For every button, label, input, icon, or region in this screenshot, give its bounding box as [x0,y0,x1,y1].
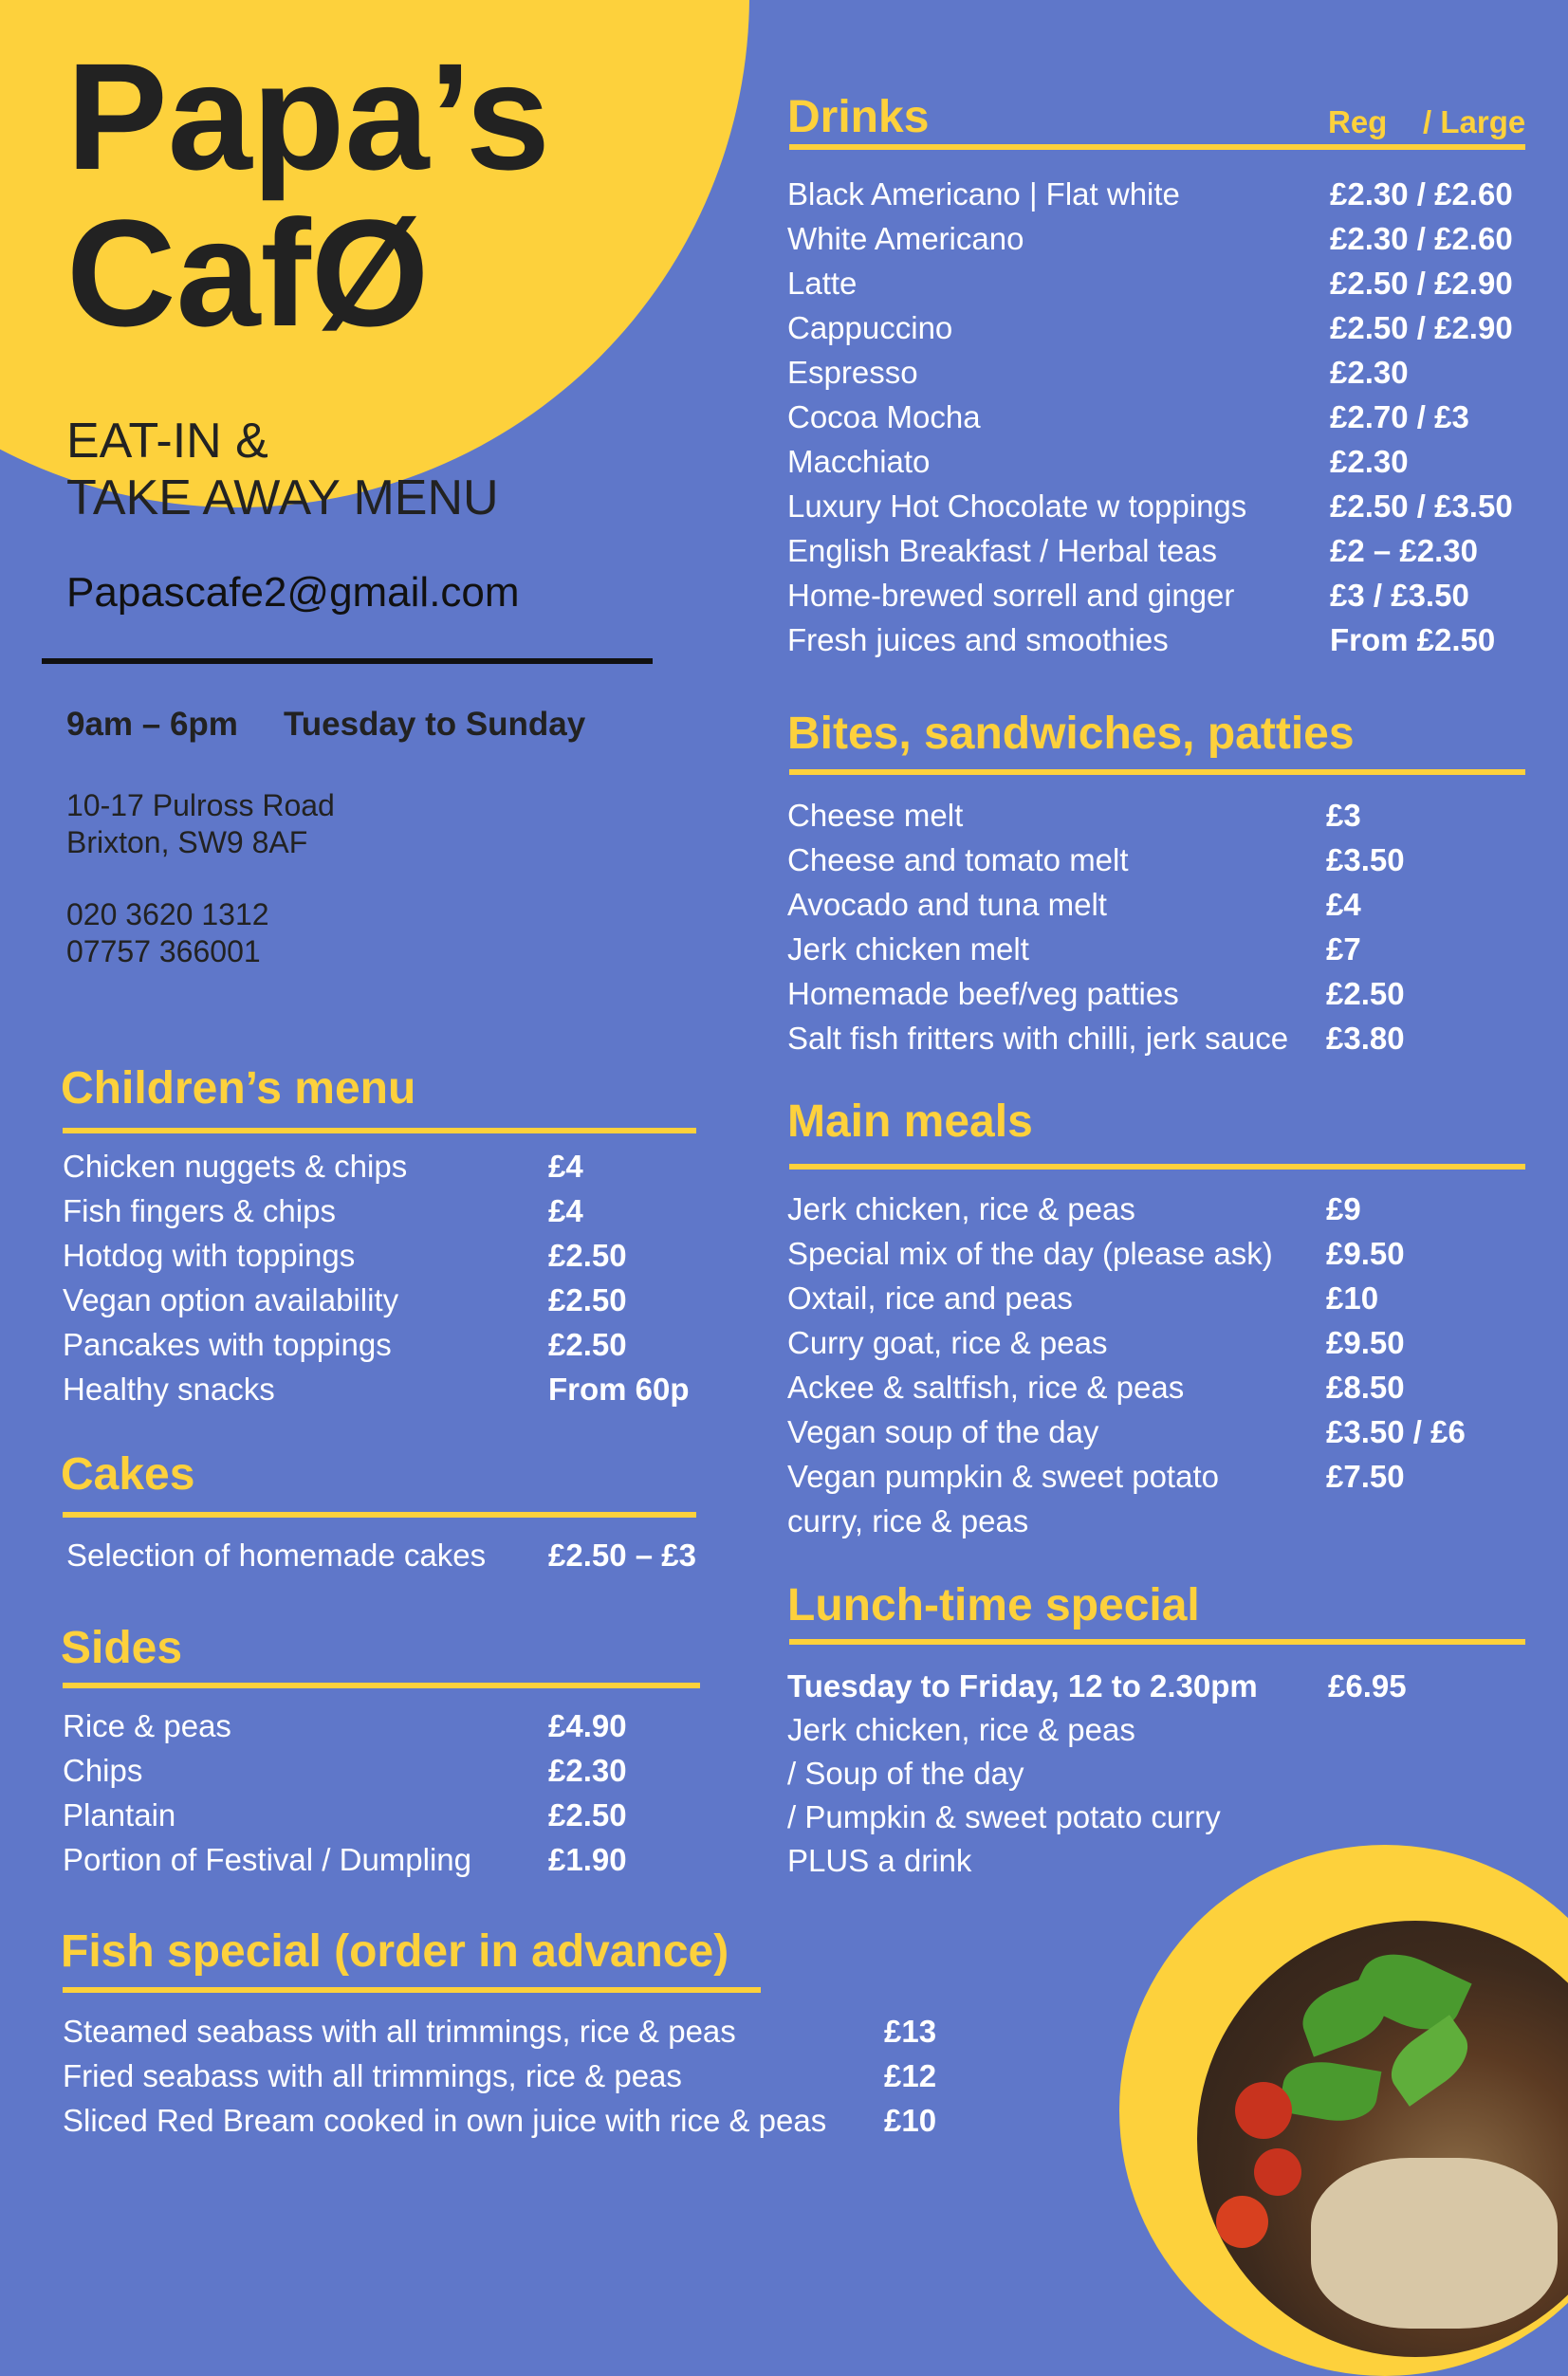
list-item [787,621,1537,666]
item-name: White Americano [787,221,1024,256]
item-price: £2.50 [548,1797,627,1833]
item-name: Ackee & saltfish, rice & peas [787,1370,1185,1405]
list-item [787,532,1537,577]
drinks-col-reg: Reg [1328,104,1388,139]
item-price: £7 [1326,931,1361,967]
lunch-days-row [787,1667,1537,1712]
item-name: Latte [787,266,858,301]
phone-numbers [66,896,269,970]
mains-title: Main meals [787,1096,1033,1147]
list-item [63,2013,973,2057]
list-item [787,1458,1537,1502]
item-name: Avocado and tuna melt [787,887,1107,922]
item-name: Jerk chicken, rice & peas [787,1191,1135,1226]
item-name: Fresh juices and smoothies [787,622,1169,657]
bites-rule [789,769,1525,775]
hours-days: Tuesday to Sunday [283,706,586,743]
item-name: Chips [63,1753,143,1788]
item-price: £3.50 [1326,842,1405,877]
item-name: Fried seabass with all trimmings, rice & peas [63,2058,682,2093]
fish-title: Fish special (order in advance) [61,1926,729,1977]
list-item [787,1502,1537,1547]
item-price: £2.50 [548,1327,627,1362]
item-price: £2.30 [548,1753,627,1788]
title-line-2: CafØ [66,188,430,358]
sides-rule [63,1683,700,1688]
list-item [787,1190,1537,1235]
email-address: Papascafe2@gmail.com [66,569,520,616]
item-name: Rice & peas [63,1708,231,1743]
list-item [787,309,1537,354]
item-name: Vegan soup of the day [787,1414,1099,1449]
item-price: £4 [548,1149,583,1184]
item-price: £12 [884,2058,937,2093]
subtitle-line-1: EAT-IN & [66,414,268,469]
item-name: Fish fingers & chips [63,1193,336,1228]
item-price: £3.80 [1326,1021,1405,1056]
list-item [63,1707,708,1752]
item-name: Selection of homemade cakes [66,1538,487,1573]
lunch-line: / Soup of the day [787,1756,1024,1791]
item-name: Steamed seabass with all trimmings, rice & peas [63,2014,736,2049]
list-item [63,2102,973,2146]
item-name: Healthy snacks [63,1372,275,1407]
header-divider [42,658,653,664]
list-item [63,1752,708,1796]
item-name: Vegan option availability [63,1282,399,1317]
salad-leaf [1379,2015,1479,2107]
drinks-col-large: / Large [1423,104,1526,139]
item-name: Cheese melt [787,798,964,833]
item-price: £2.70 / £3 [1330,399,1469,434]
item-price: £10 [884,2103,937,2138]
lunch-price: £6.95 [1328,1668,1407,1704]
list-item [787,1798,1537,1843]
list-item [63,1326,708,1371]
list-item [63,1371,708,1415]
address-line-1: 10-17 Pulross Road [66,788,335,822]
item-price: £9 [1326,1191,1361,1226]
children-title: Children’s menu [61,1063,416,1114]
item-name: Luxury Hot Chocolate w toppings [787,488,1247,524]
list-item [787,1020,1537,1064]
item-name: Cheese and tomato melt [787,842,1129,877]
list-item [787,930,1537,975]
item-price: £3.50 / £6 [1326,1414,1466,1449]
list-item [787,1711,1537,1756]
item-price: £2.50 / £2.90 [1330,266,1513,301]
list-item [787,354,1537,398]
item-price: £2.30 [1330,444,1409,479]
list-item [787,1413,1537,1458]
subtitle-line-2: TAKE AWAY MENU [66,470,499,525]
item-price: £2.50 [1326,976,1405,1011]
salad-leaf [1279,2055,1382,2127]
list-item [787,577,1537,621]
item-name: Macchiato [787,444,931,479]
mains-rule [789,1164,1525,1170]
list-item [787,886,1537,930]
item-name: Home-brewed sorrell and ginger [787,578,1235,613]
list-item [63,1841,708,1886]
sides-title: Sides [61,1623,183,1673]
item-name: Salt fish fritters with chilli, jerk sauce [787,1021,1289,1056]
item-price: £3 / £3.50 [1330,578,1469,613]
list-item [787,443,1537,488]
item-price: £2.50 [548,1238,627,1273]
item-price: £3 [1326,798,1361,833]
item-price: £9.50 [1326,1325,1405,1360]
item-price: £8.50 [1326,1370,1405,1405]
item-name: Cocoa Mocha [787,399,981,434]
item-name: Oxtail, rice and peas [787,1280,1073,1316]
item-name: Special mix of the day (please ask) [787,1236,1273,1271]
item-price: £4.90 [548,1708,627,1743]
fish-rule [63,1987,761,1993]
list-item [63,1281,708,1326]
list-item [787,220,1537,265]
item-name: Chicken nuggets & chips [63,1149,408,1184]
list-item [787,265,1537,309]
list-item [787,1369,1537,1413]
lunch-line: PLUS a drink [787,1843,972,1878]
menu-subtitle [66,413,499,526]
list-item [787,1755,1537,1799]
list-item [66,1537,711,1581]
list-item [787,841,1537,886]
item-price: £2.30 / £2.60 [1330,221,1513,256]
lunch-title: Lunch-time special [787,1580,1200,1630]
list-item [787,1280,1537,1324]
list-item [787,398,1537,443]
item-price: £4 [1326,887,1361,922]
list-item [63,1796,708,1841]
item-name: curry, rice & peas [787,1503,1029,1538]
list-item [63,1192,708,1237]
item-name: Jerk chicken melt [787,931,1029,967]
title-line-1: Papa’s [66,31,550,201]
item-name: Black Americano | Flat white [787,176,1180,212]
lunch-rule [789,1639,1525,1645]
item-price: £4 [548,1193,583,1228]
item-price: £2.30 / £2.60 [1330,176,1513,212]
cakes-title: Cakes [61,1449,195,1500]
item-name: Homemade beef/veg patties [787,976,1179,1011]
item-price: £1.90 [548,1842,627,1877]
item-name: Hotdog with toppings [63,1238,356,1273]
item-name: Sliced Red Bream cooked in own juice with rice & peas [63,2103,827,2138]
item-price: £2.30 [1330,355,1409,390]
item-name: Plantain [63,1797,176,1833]
item-price: £2.50 / £2.90 [1330,310,1513,345]
item-name: Vegan pumpkin & sweet potato [787,1459,1219,1494]
lunch-days: Tuesday to Friday, 12 to 2.30pm [787,1668,1258,1704]
tomato [1235,2082,1292,2139]
list-item [787,1235,1537,1280]
item-price: From £2.50 [1330,622,1496,657]
item-price: £13 [884,2014,937,2049]
list-item [787,797,1537,841]
list-item [787,175,1537,220]
item-price: £2 – £2.30 [1330,533,1478,568]
item-price: £2.50 [548,1282,627,1317]
list-item [787,1324,1537,1369]
list-item [63,1237,708,1281]
item-name: Pancakes with toppings [63,1327,392,1362]
list-item [787,488,1537,532]
children-rule [63,1128,696,1133]
lunch-line: / Pumpkin & sweet potato curry [787,1799,1221,1834]
item-price: £9.50 [1326,1236,1405,1271]
list-item [63,2057,973,2102]
cakes-rule [63,1512,696,1518]
item-price: £7.50 [1326,1459,1405,1494]
list-item [63,1148,708,1192]
item-name: English Breakfast / Herbal teas [787,533,1218,568]
address [66,787,335,861]
address-line-2: Brixton, SW9 8AF [66,825,308,859]
item-name: Curry goat, rice & peas [787,1325,1108,1360]
drinks-rule [789,144,1525,150]
phone-2: 07757 366001 [66,934,261,968]
rice-shape [1311,2158,1558,2329]
item-name: Portion of Festival / Dumpling [63,1842,472,1877]
phone-1: 020 3620 1312 [66,897,269,931]
tomato [1254,2148,1301,2196]
item-price: From 60p [548,1372,690,1407]
hours-time: 9am – 6pm [66,706,238,743]
lunch-line: Jerk chicken, rice & peas [787,1712,1135,1747]
page-title [66,31,550,358]
opening-hours [66,706,585,744]
item-price: £2.50 / £3.50 [1330,488,1513,524]
bites-title: Bites, sandwiches, patties [787,709,1355,759]
item-name: Cappuccino [787,310,953,345]
item-name: Espresso [787,355,918,390]
drinks-title: Drinks [787,92,930,142]
item-price: £10 [1326,1280,1379,1316]
item-price: £2.50 – £3 [548,1538,696,1573]
list-item [787,975,1537,1020]
tomato [1216,2196,1268,2248]
